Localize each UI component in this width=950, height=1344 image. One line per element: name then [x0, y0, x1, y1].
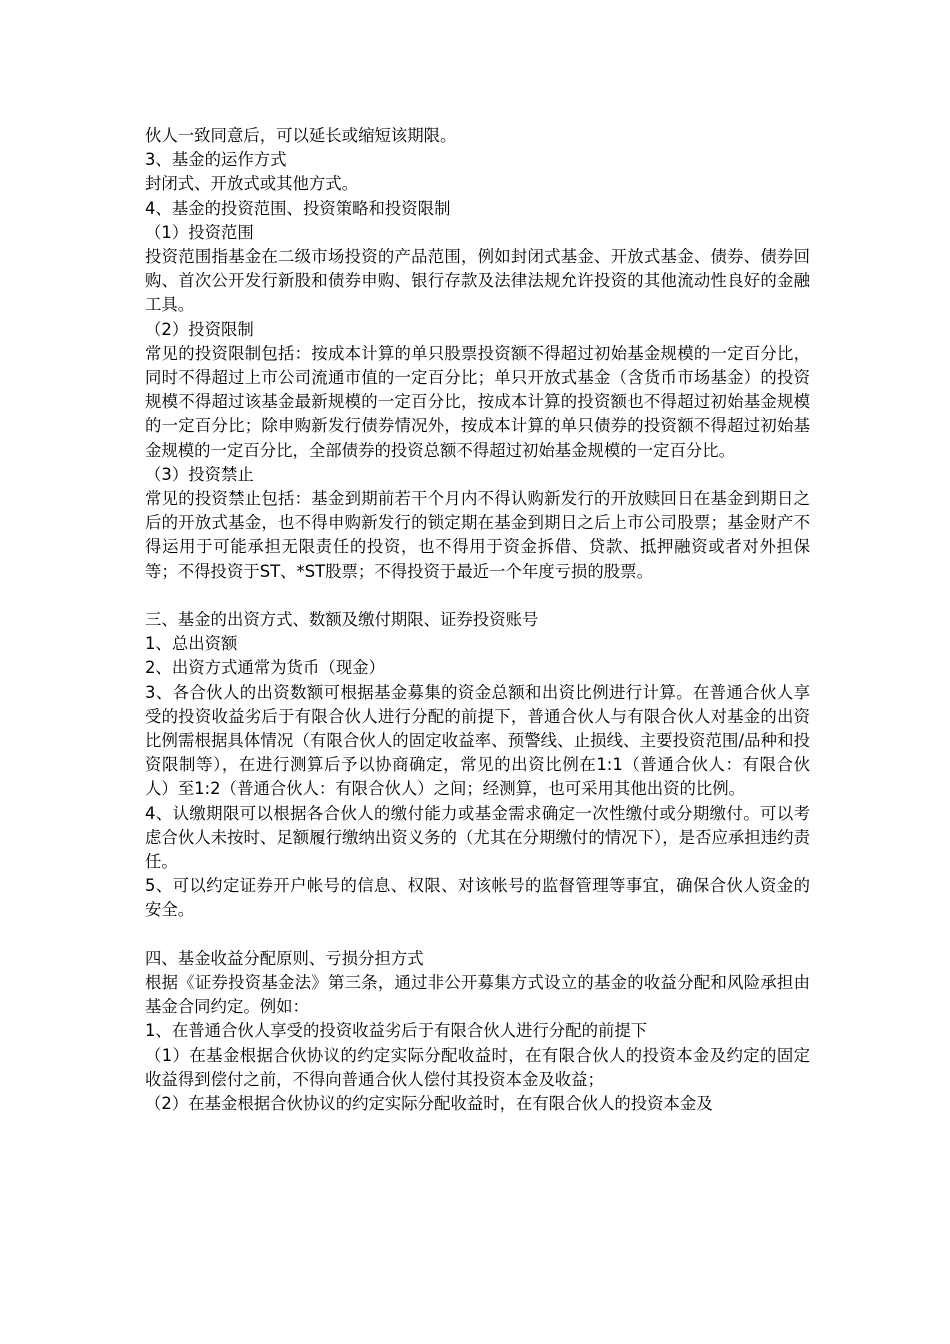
- document-body: [145, 124, 810, 1116]
- subheading-investment-prohibitions: （3）投资禁止: [145, 464, 254, 484]
- subheading-investment-scope: （1）投资范围: [145, 222, 254, 242]
- subheading-investment-limits: （2）投资限制: [145, 319, 254, 339]
- paragraph-investment-prohibitions: 常见的投资禁止包括：基金到期前若干个月内不得认购新发行的开放赎回日在基金到期日之后的开放式基金，也不得申购新发行的锁定期在基金到期日之后上市公司股票；基金财产不得运用于可能承担无限责任的投资，也不得用于资金拆借、贷款、抵押融资或者对外担保等；不得投资于ST、*ST股票；不得投资于最近一个年度亏损的股票。: [145, 489, 810, 581]
- heading-operation-mode: 3、基金的运作方式: [145, 150, 287, 170]
- paragraph-term-continuation: 伙人一致同意后，可以延长或缩短该期限。: [145, 126, 457, 145]
- subitem-distribution-2: （2）在基金根据合伙协议的约定实际分配收益时，在有限合伙人的投资本金及: [145, 1094, 713, 1114]
- section-heading-contribution: 三、基金的出资方式、数额及缴付期限、证券投资账号: [145, 610, 539, 630]
- item-subscription-period: 4、认缴期限可以根据各合伙人的缴付能力或基金需求确定一次性缴付或分期缴付。可以考虑合伙人未按时、足额履行缴纳出资义务的（尤其在分期缴付的情况下），是否应承担违约责任。: [145, 803, 810, 872]
- paragraph-investment-scope: 投资范围指基金在二级市场投资的产品范围，例如封闭式基金、开放式基金、债券、债券回购、首次公开发行新股和债券申购、银行存款及法律法规允许投资的其他流动性良好的金融工具。: [145, 247, 810, 315]
- item-contribution-amount: 3、各合伙人的出资数额可根据基金募集的资金总额和出资比例进行计算。在普通合伙人享受的投资收益劣后于有限合伙人进行分配的前提下，普通合伙人与有限合伙人对基金的出资比例需根据具体情况（有限合伙人的固定收益率、预警线、止损线、主要投资范围/品种和投资限制等），在进行测算后予以协商确定，常见的出资比例在1:1（普通合伙人：有限合伙人）至1:2（普通合伙人：有限合伙人）之间；经测算，也可采用其他出资的比例。: [145, 682, 810, 799]
- item-total-contribution: 1、总出资额: [145, 634, 238, 654]
- item-contribution-method: 2、出资方式通常为货币（现金）: [145, 658, 385, 678]
- paragraph-investment-limits: 常见的投资限制包括：按成本计算的单只股票投资额不得超过初始基金规模的一定百分比，同时不得超过上市公司流通市值的一定百分比；单只开放式基金（含货币市场基金）的投资规模不得超过该基金最新规模的一定百分比，按成本计算的投资额也不得超过初始基金规模的一定百分比；除申购新发行债券情况外，按成本计算的单只债券的投资额不得超过初始基金规模的一定百分比，全部债券的投资总额不得超过初始基金规模的一定百分比。: [145, 343, 810, 460]
- paragraph-fund-law-reference: 根据《证券投资基金法》第三条，通过非公开募集方式设立的基金的收益分配和风险承担由基金合同约定。例如：: [145, 973, 810, 1017]
- section-heading-profit-distribution: 四、基金收益分配原则、亏损分担方式: [145, 948, 424, 968]
- heading-investment-scope-strategy: 4、基金的投资范围、投资策略和投资限制: [145, 198, 451, 218]
- item-securities-account: 5、可以约定证券开户帐号的信息、权限、对该帐号的监督管理等事宜，确保合伙人资金的安全。: [145, 876, 810, 920]
- subitem-distribution-1: （1）在基金根据合伙协议的约定实际分配收益时，在有限合伙人的投资本金及约定的固定收益得到偿付之前，不得向普通合伙人偿付其投资本金及收益；: [145, 1045, 810, 1089]
- blank-line: [145, 584, 810, 608]
- item-subordinated-gp: 1、在普通合伙人享受的投资收益劣后于有限合伙人进行分配的前提下: [145, 1021, 648, 1041]
- blank-line: [145, 923, 810, 947]
- paragraph-operation-mode: 封闭式、开放式或其他方式。: [145, 174, 359, 194]
